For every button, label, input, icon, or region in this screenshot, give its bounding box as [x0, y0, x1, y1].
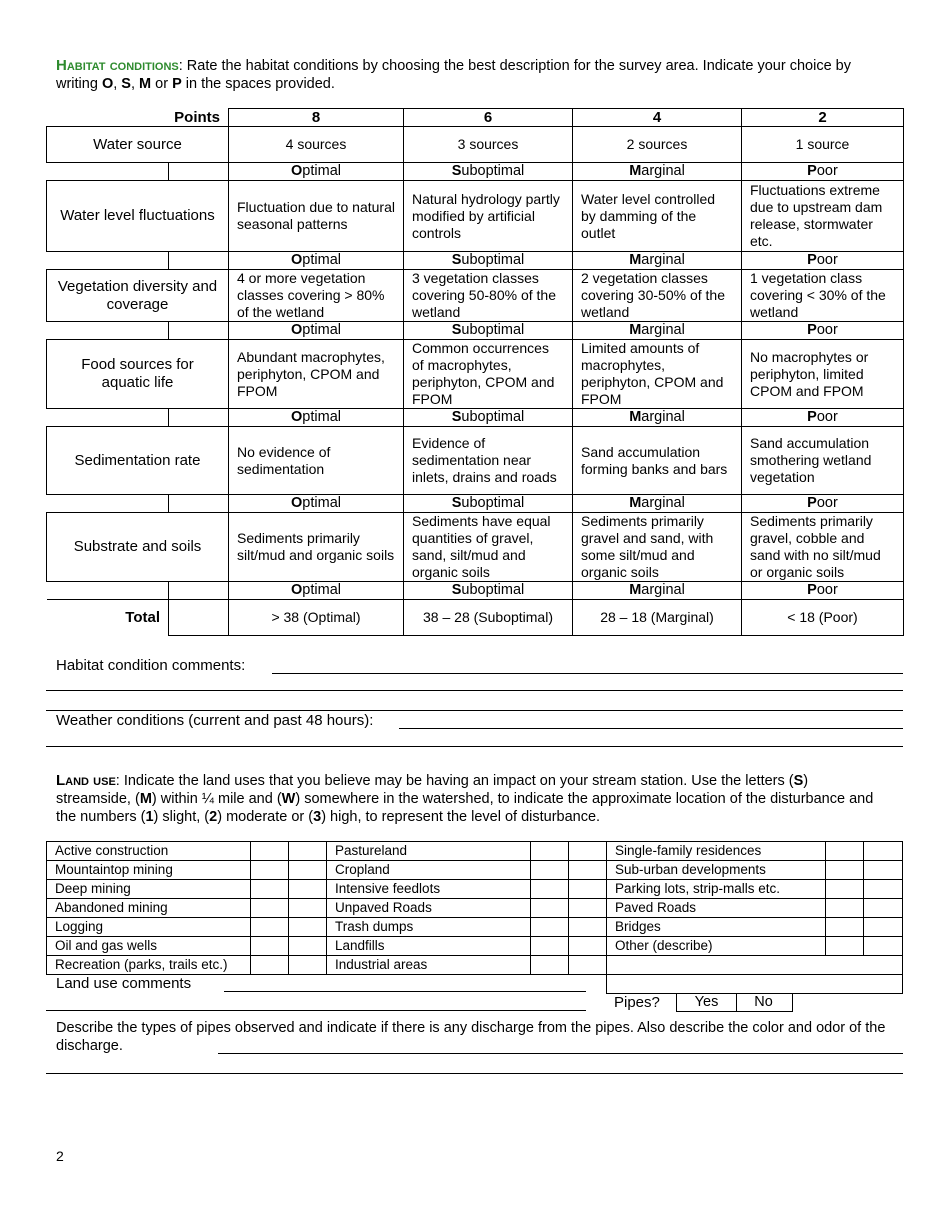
- cell-suboptimal: 3 sources: [404, 127, 573, 163]
- location-box[interactable]: [531, 899, 569, 918]
- landuse-table-1: [46, 841, 327, 975]
- score-box[interactable]: [169, 582, 229, 600]
- rating-poor: Poor: [742, 252, 904, 270]
- points-label: Points: [47, 109, 229, 127]
- score-box[interactable]: [169, 495, 229, 513]
- pipes-no-box[interactable]: No: [735, 993, 793, 1012]
- page-number: 2: [56, 1148, 64, 1164]
- points-8: 8: [229, 109, 404, 127]
- divider: [46, 710, 903, 711]
- level-box[interactable]: [569, 880, 607, 899]
- rating-optimal: Optimal: [229, 495, 404, 513]
- param-food-sources: Food sources for aquatic life: [47, 340, 229, 409]
- landuse-item: Oil and gas wells: [47, 937, 251, 956]
- landuse-item: Active construction: [47, 842, 251, 861]
- location-box[interactable]: [531, 956, 569, 975]
- rating-poor: Poor: [742, 409, 904, 427]
- total-suboptimal: 38 – 28 (Suboptimal): [404, 600, 573, 636]
- cell-poor: Sediments primarily gravel, cobble and sand with no silt/mud or organic soils: [742, 513, 904, 582]
- rating-marginal: Marginal: [573, 322, 742, 340]
- cell-suboptimal: Common occurrences of macrophytes, periphyton, CPOM and FPOM: [404, 340, 573, 409]
- habitat-heading: Habitat conditions: [56, 57, 179, 74]
- score-box[interactable]: [169, 163, 229, 181]
- location-box[interactable]: [826, 842, 864, 861]
- landuse-item: Mountaintop mining: [47, 861, 251, 880]
- landuse-item: Sub-urban developments: [607, 861, 826, 880]
- cell-optimal: Fluctuation due to natural seasonal patterns: [229, 181, 404, 252]
- rating-poor: Poor: [742, 582, 904, 600]
- location-box[interactable]: [251, 842, 289, 861]
- cell-optimal: Sediments primarily silt/mud and organic soils: [229, 513, 404, 582]
- cell-poor: No macrophytes or periphyton, limited CPOM and FPOM: [742, 340, 904, 409]
- rating-optimal: Optimal: [229, 163, 404, 181]
- rating-suboptimal: Suboptimal: [404, 582, 573, 600]
- level-box[interactable]: [864, 918, 903, 937]
- weather-line[interactable]: [399, 728, 903, 729]
- level-box[interactable]: [864, 861, 903, 880]
- landuse-item: Bridges: [607, 918, 826, 937]
- weather-line-2[interactable]: [46, 746, 903, 747]
- score-box[interactable]: [169, 322, 229, 340]
- other-describe-field[interactable]: [607, 956, 903, 975]
- landuse-item: Paved Roads: [607, 899, 826, 918]
- level-box[interactable]: [289, 880, 327, 899]
- landuse-item: Other (describe): [607, 937, 826, 956]
- landuse-table-3: [606, 841, 903, 994]
- cell-suboptimal: Sediments have equal quantities of gravel, sand, silt/mud and organic soils: [404, 513, 573, 582]
- location-box[interactable]: [251, 861, 289, 880]
- location-box[interactable]: [251, 880, 289, 899]
- level-box[interactable]: [864, 880, 903, 899]
- landuse-comments-line-2[interactable]: [46, 1010, 586, 1011]
- level-box[interactable]: [289, 899, 327, 918]
- points-4: 4: [573, 109, 742, 127]
- rating-poor: Poor: [742, 495, 904, 513]
- other-describe-field-2[interactable]: [607, 975, 903, 994]
- level-box[interactable]: [569, 899, 607, 918]
- level-box[interactable]: [569, 842, 607, 861]
- location-box[interactable]: [826, 880, 864, 899]
- rating-optimal: Optimal: [229, 409, 404, 427]
- param-vegetation: Vegetation diversity and coverage: [47, 270, 229, 322]
- level-box[interactable]: [289, 956, 327, 975]
- habitat-comments-label: Habitat condition comments:: [56, 657, 246, 674]
- location-box[interactable]: [531, 918, 569, 937]
- param-water-level: Water level fluctuations: [47, 181, 229, 252]
- score-box[interactable]: [169, 409, 229, 427]
- level-box[interactable]: [289, 842, 327, 861]
- level-box[interactable]: [289, 918, 327, 937]
- location-box[interactable]: [826, 861, 864, 880]
- cell-suboptimal: Evidence of sedimentation near inlets, drains and roads: [404, 427, 573, 495]
- landuse-item: Intensive feedlots: [327, 880, 531, 899]
- location-box[interactable]: [251, 937, 289, 956]
- pipes-label: Pipes?: [614, 994, 660, 1011]
- rating-optimal: Optimal: [229, 322, 404, 340]
- cell-suboptimal: Natural hydrology partly modified by artificial controls: [404, 181, 573, 252]
- cell-marginal: Sediments primarily gravel and sand, with some silt/mud and organic soils: [573, 513, 742, 582]
- cell-marginal: Sand accumulation forming banks and bars: [573, 427, 742, 495]
- landuse-comments-line[interactable]: [224, 991, 586, 992]
- cell-marginal: 2 vegetation classes covering 30-50% of the wetland: [573, 270, 742, 322]
- rating-poor: Poor: [742, 163, 904, 181]
- landuse-comments-label: Land use comments: [56, 975, 192, 992]
- cell-optimal: 4 or more vegetation classes covering > 80% of the wetland: [229, 270, 404, 322]
- cell-marginal: 2 sources: [573, 127, 742, 163]
- landuse-item: Parking lots, strip-malls etc.: [607, 880, 826, 899]
- rating-suboptimal: Suboptimal: [404, 322, 573, 340]
- rating-marginal: Marginal: [573, 495, 742, 513]
- pipes-description-line-2[interactable]: [46, 1073, 903, 1074]
- landuse-item: Trash dumps: [327, 918, 531, 937]
- landuse-item: Logging: [47, 918, 251, 937]
- rating-marginal: Marginal: [573, 582, 742, 600]
- location-box[interactable]: [251, 899, 289, 918]
- habitat-table: [46, 108, 904, 636]
- landuse-item: Pastureland: [327, 842, 531, 861]
- pipes-description: Describe the types of pipes observed and indicate if there is any discharge from the pipes. Also describe the color and odor of the discharge.: [56, 1020, 886, 1054]
- location-box[interactable]: [826, 899, 864, 918]
- location-box[interactable]: [531, 842, 569, 861]
- landuse-heading: Land use: [56, 772, 116, 789]
- landuse-item: Single-family residences: [607, 842, 826, 861]
- cell-marginal: Limited amounts of macrophytes, periphyton, CPOM and FPOM: [573, 340, 742, 409]
- landuse-intro: Land use: Indicate the land uses that you believe may be having an impact on your stream station. Use the letters (S) streamside, (M) within ¼ mile and (W) somewhere in the watershed, to indicate the approximate location of the disturbance and the numbers (1) slight, (2) moderate or (3) high, to represent the level of disturbance.: [56, 772, 874, 825]
- level-box[interactable]: [569, 918, 607, 937]
- landuse-item: Unpaved Roads: [327, 899, 531, 918]
- location-box[interactable]: [531, 880, 569, 899]
- level-box[interactable]: [569, 937, 607, 956]
- habitat-intro: Habitat conditions: Rate the habitat conditions by choosing the best description for the survey area. Indicate your choice by writing O, S, M or P in the spaces provided.: [56, 57, 851, 92]
- location-box[interactable]: [251, 918, 289, 937]
- location-box[interactable]: [531, 937, 569, 956]
- rating-optimal: Optimal: [229, 252, 404, 270]
- cell-poor: 1 vegetation class covering < 30% of the wetland: [742, 270, 904, 322]
- weather-label: Weather conditions (current and past 48 hours):: [56, 712, 374, 729]
- total-optimal: > 38 (Optimal): [229, 600, 404, 636]
- cell-poor: Fluctuations extreme due to upstream dam release, stormwater etc.: [742, 181, 904, 252]
- pipes-yes-box[interactable]: Yes: [676, 993, 737, 1012]
- rating-suboptimal: Suboptimal: [404, 163, 573, 181]
- rating-marginal: Marginal: [573, 252, 742, 270]
- landuse-item: Recreation (parks, trails etc.): [47, 956, 251, 975]
- level-box[interactable]: [864, 899, 903, 918]
- pipes-description-line[interactable]: [218, 1053, 903, 1054]
- level-box[interactable]: [864, 842, 903, 861]
- level-box[interactable]: [289, 937, 327, 956]
- param-substrate: Substrate and soils: [47, 513, 229, 582]
- landuse-item: Industrial areas: [327, 956, 531, 975]
- rating-marginal: Marginal: [573, 409, 742, 427]
- location-box[interactable]: [531, 861, 569, 880]
- rating-suboptimal: Suboptimal: [404, 495, 573, 513]
- rating-suboptimal: Suboptimal: [404, 252, 573, 270]
- cell-optimal: Abundant macrophytes, periphyton, CPOM and FPOM: [229, 340, 404, 409]
- rating-marginal: Marginal: [573, 163, 742, 181]
- total-marginal: 28 – 18 (Marginal): [573, 600, 742, 636]
- points-6: 6: [404, 109, 573, 127]
- cell-marginal: Water level controlled by damming of the outlet: [573, 181, 742, 252]
- habitat-comments-line-2[interactable]: [46, 690, 903, 691]
- location-box[interactable]: [826, 937, 864, 956]
- landuse-item: Deep mining: [47, 880, 251, 899]
- total-poor: < 18 (Poor): [742, 600, 904, 636]
- total-score-box[interactable]: [169, 600, 229, 636]
- rating-optimal: Optimal: [229, 582, 404, 600]
- habitat-comments-line[interactable]: [272, 673, 903, 674]
- param-water-source: Water source: [47, 127, 229, 163]
- score-box[interactable]: [169, 252, 229, 270]
- cell-poor: 1 source: [742, 127, 904, 163]
- landuse-item: Landfills: [327, 937, 531, 956]
- cell-optimal: No evidence of sedimentation: [229, 427, 404, 495]
- cell-optimal: 4 sources: [229, 127, 404, 163]
- rating-suboptimal: Suboptimal: [404, 409, 573, 427]
- param-sedimentation: Sedimentation rate: [47, 427, 229, 495]
- location-box[interactable]: [826, 918, 864, 937]
- level-box[interactable]: [569, 956, 607, 975]
- landuse-item: Cropland: [327, 861, 531, 880]
- cell-poor: Sand accumulation smothering wetland vegetation: [742, 427, 904, 495]
- level-box[interactable]: [864, 937, 903, 956]
- rating-poor: Poor: [742, 322, 904, 340]
- points-2: 2: [742, 109, 904, 127]
- location-box[interactable]: [251, 956, 289, 975]
- level-box[interactable]: [569, 861, 607, 880]
- cell-suboptimal: 3 vegetation classes covering 50-80% of the wetland: [404, 270, 573, 322]
- landuse-item: Abandoned mining: [47, 899, 251, 918]
- landuse-table-2: [326, 841, 607, 975]
- level-box[interactable]: [289, 861, 327, 880]
- total-label: Total: [47, 600, 169, 636]
